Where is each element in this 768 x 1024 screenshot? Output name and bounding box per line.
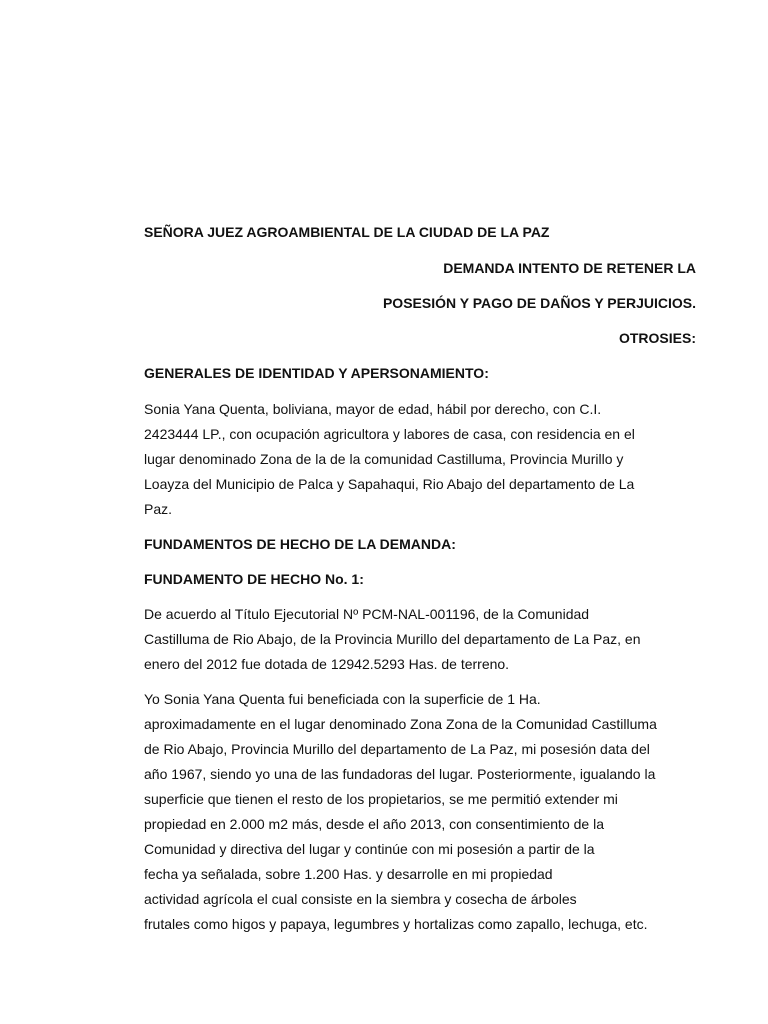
generales-line: Sonia Yana Quenta, boliviana, mayor de edad, hábil por derecho, con C.I. xyxy=(144,401,602,417)
paragraph-1-line: Castilluma de Rio Abajo, de la Provincia Murillo del departamento de La Paz, en xyxy=(144,631,641,647)
paragraph-2-line: de Rio Abajo, Provincia Murillo del departamento de La Paz, mi posesión data del xyxy=(144,741,650,757)
paragraph-2-line: propiedad en 2.000 m2 más, desde el año 2013, con consentimiento de la xyxy=(144,816,604,832)
paragraph-2-line: año 1967, siendo yo una de las fundadoras del lugar. Posteriormente, igualando la xyxy=(144,766,656,782)
suma-line-1: DEMANDA INTENTO DE RETENER LA xyxy=(443,260,696,276)
generales-line: lugar denominado Zona de la de la comunidad Castilluma, Provincia Murillo y xyxy=(144,451,624,467)
suma-line-2: POSESIÓN Y PAGO DE DAÑOS Y PERJUICIOS. xyxy=(382,295,696,311)
generales-line: Paz. xyxy=(144,501,173,517)
paragraph-1-line: enero del 2012 fue dotada de 12942.5293 Has. de terreno. xyxy=(144,656,510,672)
generales-line: Loayza del Municipio de Palca y Sapahaqui, Rio Abajo del departamento de La xyxy=(144,476,635,492)
paragraph-1-line: De acuerdo al Título Ejecutorial Nº PCM-NAL-001196, de la Comunidad xyxy=(144,606,590,622)
paragraph-2-line: actividad agrícola el cual consiste en la siembra y cosecha de árboles xyxy=(144,891,577,907)
paragraph-2-line: superficie que tienen el resto de los propietarios, se me permitió extender mi xyxy=(144,791,618,807)
otrosies-line: OTROSIES: xyxy=(618,330,696,346)
paragraph-2-line: frutales como higos y papaya, legumbres y hortalizas como zapallo, lechuga, etc. xyxy=(144,916,648,932)
generales-line: 2423444 LP., con ocupación agricultora y labores de casa, con residencia en el xyxy=(144,426,635,442)
paragraph-2-line: aproximadamente en el lugar denominado Zona Zona de la Comunidad Castilluma xyxy=(144,716,657,732)
paragraph-2-line: Yo Sonia Yana Quenta fui beneficiada con la superficie de 1 Ha. xyxy=(144,691,541,707)
addressee-line: SEÑORA JUEZ AGROAMBIENTAL DE LA CIUDAD DE LA PAZ xyxy=(144,224,550,240)
paragraph-2-line: Comunidad y directiva del lugar y continúe con mi posesión a partir de la xyxy=(144,841,595,857)
section-heading-fundamentos: FUNDAMENTOS DE HECHO DE LA DEMANDA: xyxy=(144,536,456,552)
subheading-fundamento-1: FUNDAMENTO DE HECHO No. 1: xyxy=(144,571,364,587)
paragraph-2-line: fecha ya señalada, sobre 1.200 Has. y desarrolle en mi propiedad xyxy=(144,866,553,882)
section-heading-generales: GENERALES DE IDENTIDAD Y APERSONAMIENTO: xyxy=(144,365,489,381)
